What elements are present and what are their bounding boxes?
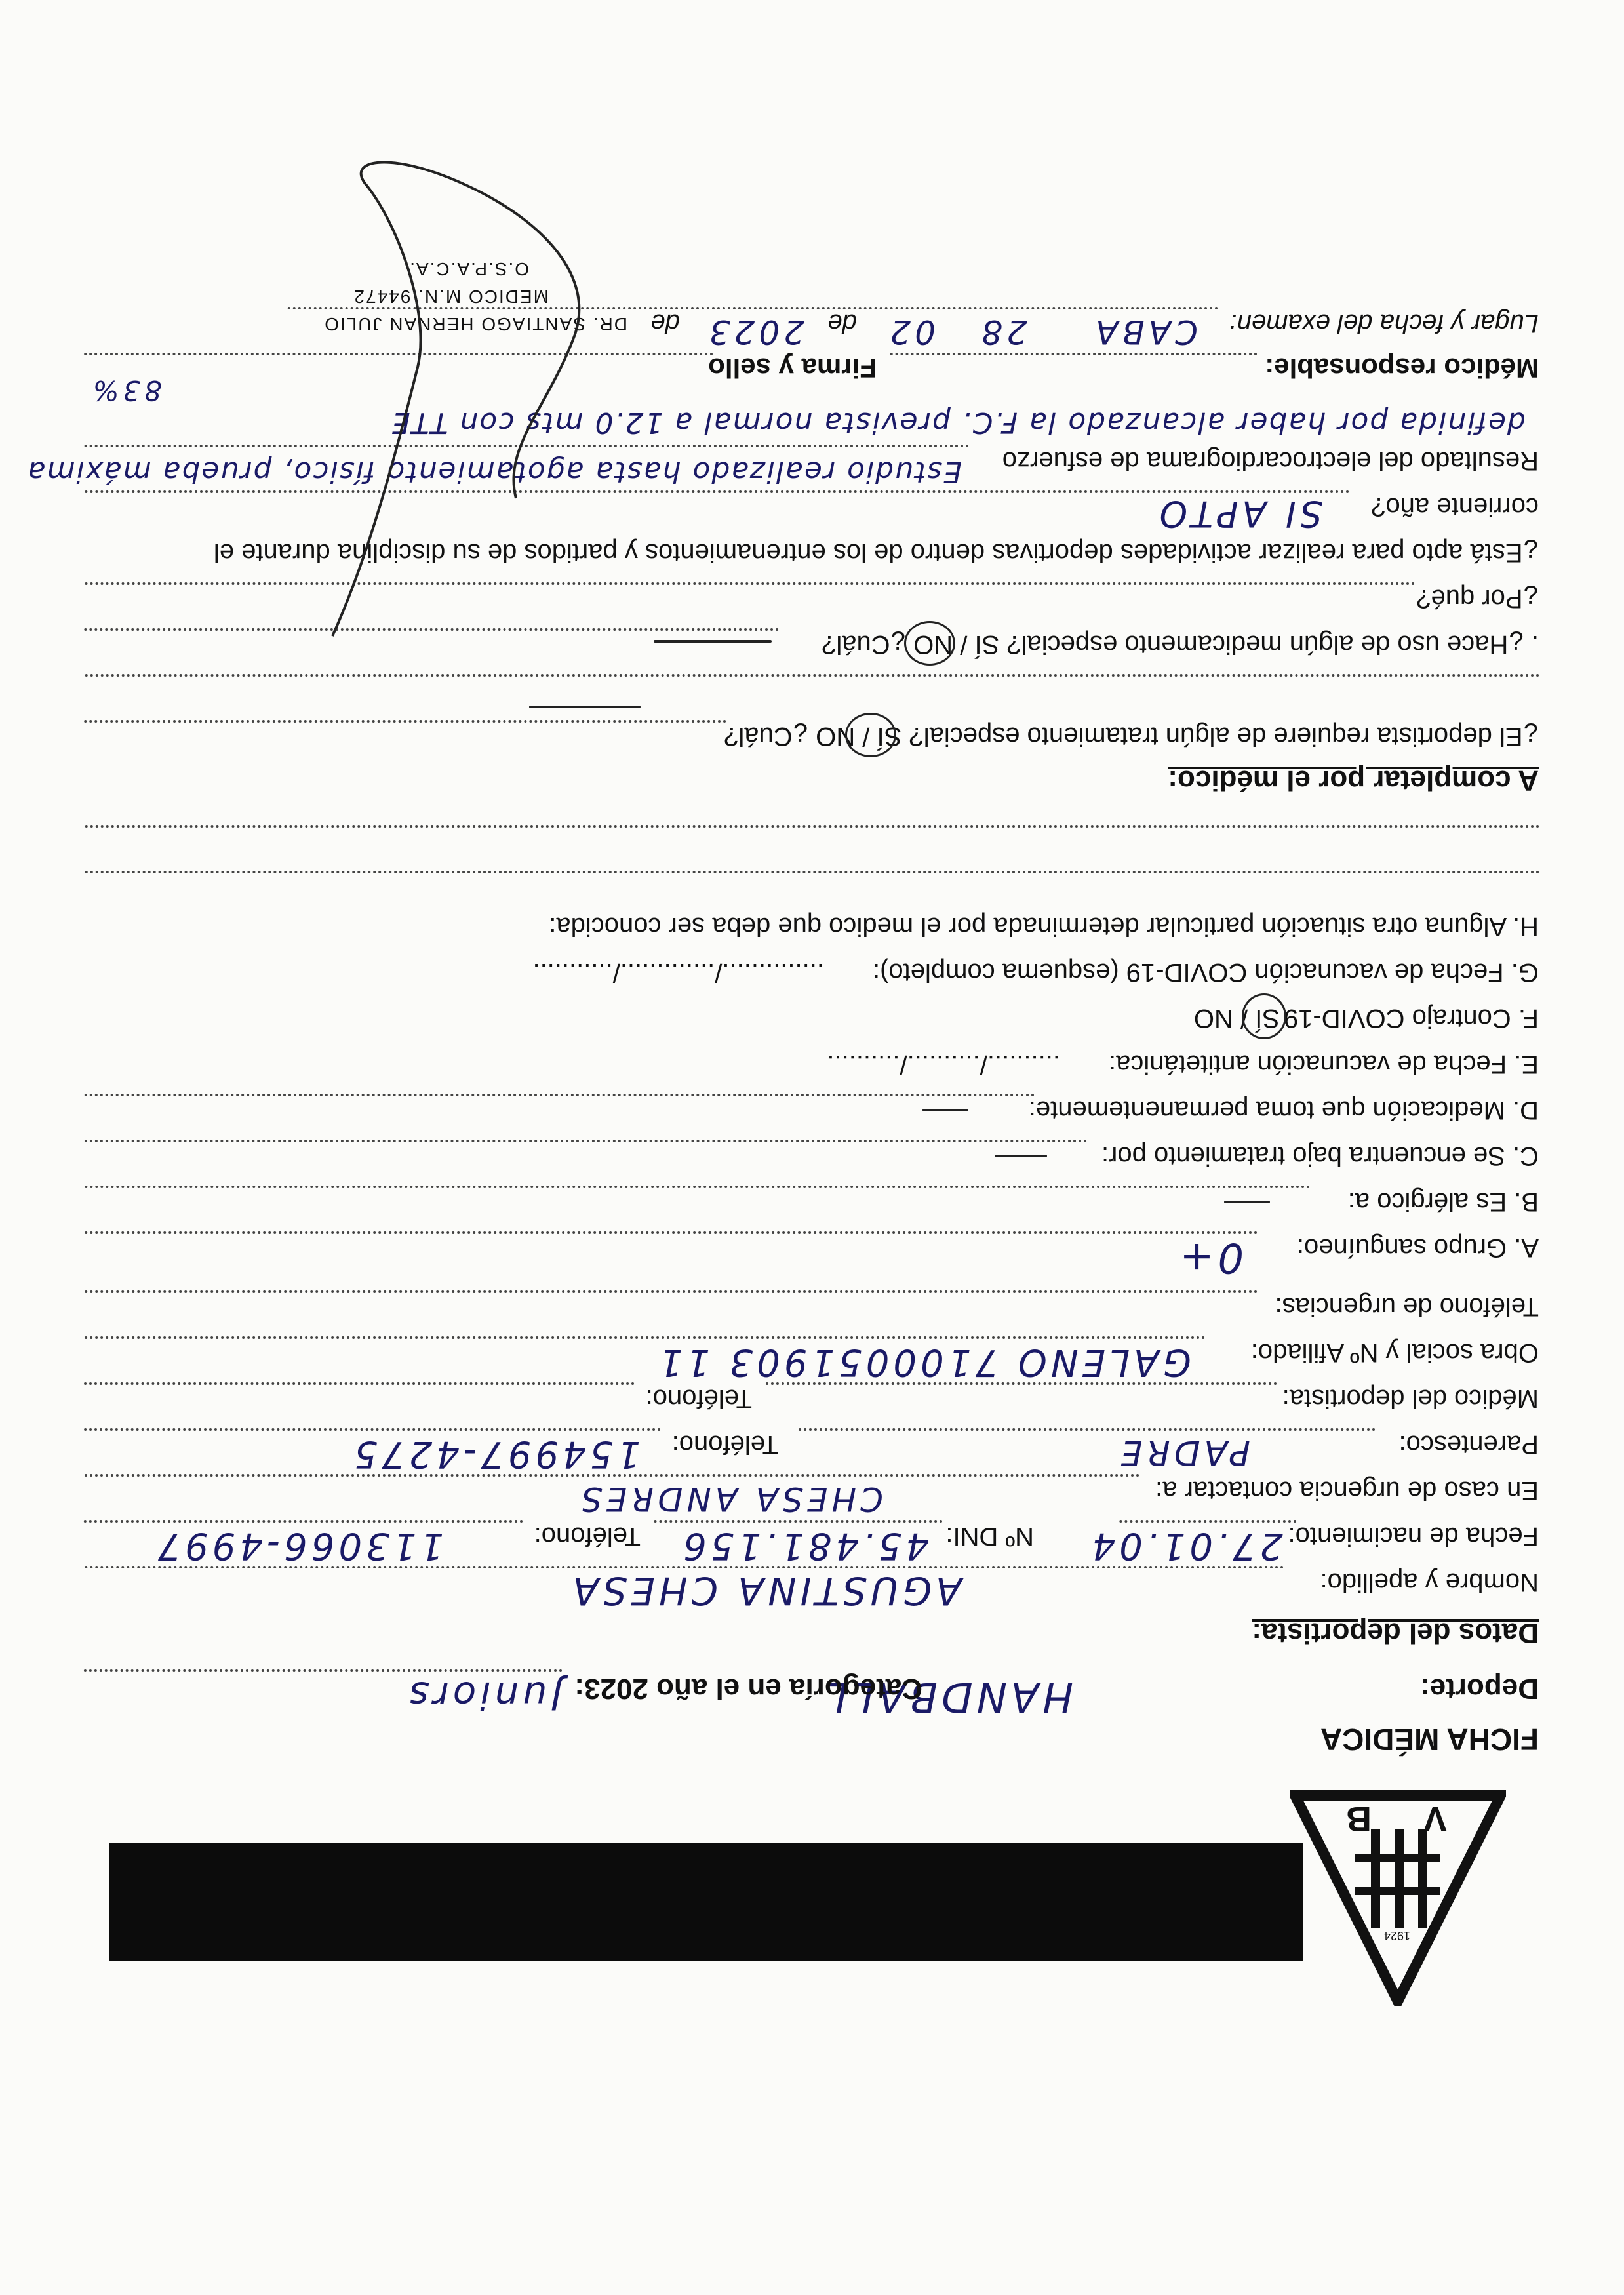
nacimiento-line bbox=[1119, 1520, 1296, 1523]
fecha-month: 02 bbox=[886, 313, 936, 351]
categoria-value: Juniors bbox=[405, 1673, 562, 1718]
telefono-line bbox=[83, 1520, 523, 1523]
tratamiento-especial-question: ¿El deportista requiere de algún tratamiento especial? SÍ / NO ¿Cuál? bbox=[724, 722, 1539, 751]
tratamiento-line bbox=[83, 1140, 1086, 1142]
otra-situacion-line-2 bbox=[83, 825, 1539, 828]
de-label-1: de bbox=[827, 309, 857, 338]
grupo-sanguineo-line bbox=[83, 1231, 1257, 1234]
covid-vacuna-label: G. Fecha de vacunación COVID-19 (esquema completo): bbox=[872, 958, 1539, 987]
apto-value: SI APTO bbox=[1155, 493, 1322, 534]
deporte-label: Deporte: bbox=[1420, 1673, 1539, 1705]
otra-situacion-line-1 bbox=[83, 871, 1539, 873]
parentesco-tel-value: 154997-4275 bbox=[350, 1433, 641, 1475]
porque-label: ¿Por qué? bbox=[1416, 584, 1539, 613]
tel-urgencias-line bbox=[83, 1290, 1257, 1293]
ecg-label: Resultado del electrocardiograma de esfuerzo bbox=[1002, 447, 1539, 475]
fecha-day: 28 bbox=[978, 313, 1027, 351]
lugar-label: Lugar y fecha del examen: bbox=[1229, 309, 1539, 338]
de-label-2: de bbox=[650, 309, 680, 338]
covid-label: F. Contrajo COVID-19 bbox=[1283, 1004, 1539, 1033]
lugar-value: CABA bbox=[1092, 313, 1198, 351]
medicacion-dash bbox=[922, 1109, 968, 1111]
nacimiento-label: Fecha de nacimiento: bbox=[1288, 1522, 1539, 1551]
deporte-value: HANDBALL bbox=[820, 1673, 1073, 1721]
ecg-value-line-3: 83% bbox=[89, 374, 162, 407]
parentesco-value: PADRE bbox=[1117, 1433, 1250, 1472]
q1-line bbox=[83, 720, 726, 723]
antitetanica-blank: ........../........../.......... bbox=[827, 1050, 1060, 1079]
fecha-year: 2023 bbox=[705, 313, 804, 351]
antitetanica-label: E. Fecha de vacunación antitetánica: bbox=[1109, 1050, 1539, 1079]
parentesco-tel-line bbox=[83, 1428, 660, 1431]
tel-urgencias-label: Teléfono de urgencias: bbox=[1275, 1292, 1539, 1321]
otra-situacion-label: H. Alguna otra situación particular determinada por el medico que deba ser conocida: bbox=[549, 912, 1539, 941]
dni-line bbox=[654, 1520, 942, 1523]
tratamiento-dash bbox=[995, 1155, 1047, 1157]
covid-answer-circle bbox=[1242, 993, 1286, 1039]
header-band bbox=[109, 1843, 1303, 1961]
urgencia-label: En caso de urgencia contactar a: bbox=[1155, 1476, 1539, 1505]
alergico-label: B. Es alérgico a: bbox=[1347, 1187, 1539, 1216]
grupo-sanguineo-label: A. Grupo sanguíneo: bbox=[1296, 1233, 1539, 1262]
covid-options: SÍ / NO bbox=[1193, 1004, 1280, 1033]
q1-line-2 bbox=[83, 674, 1539, 677]
athlete-section-title: Datos del deportista: bbox=[1252, 1617, 1539, 1649]
stamp-line-2: MEDICO M.N. 94472 bbox=[353, 287, 549, 307]
nombre-value: AGUSTINA CHESA bbox=[568, 1568, 962, 1613]
urgencia-value: CHESA ANDRES bbox=[577, 1480, 883, 1518]
nombre-label: Nombre y apellido: bbox=[1320, 1568, 1539, 1597]
responsable-line bbox=[890, 353, 1257, 355]
apto-question-line-1: ¿Está apto para realizar actividades deportivas dentro de los entrenamientos y partidos de su disciplina durante el bbox=[213, 538, 1539, 567]
stamp-line-3: O.S.P.A.C.A. bbox=[408, 259, 529, 279]
alergico-line bbox=[83, 1186, 1309, 1188]
stamp-line-1: DR. SANTIAGO HERNAN JULIO bbox=[323, 314, 627, 334]
dni-value: 45.481.156 bbox=[679, 1525, 929, 1567]
tratamiento-label: C. Se encuentra bajo tratamiento por: bbox=[1101, 1142, 1539, 1170]
form-title: FICHA MÉDICA bbox=[1320, 1723, 1539, 1757]
nacimiento-value: 27.01.04 bbox=[1088, 1525, 1283, 1567]
parentesco-line bbox=[798, 1428, 1375, 1431]
header bbox=[109, 1790, 1506, 2006]
medico-label: Médico del deportista: bbox=[1282, 1384, 1539, 1413]
medico-tel-label: Teléfono: bbox=[645, 1384, 752, 1413]
covid-vacuna-blank: ............../............./........... bbox=[532, 958, 824, 987]
dni-label: Nº DNI: bbox=[945, 1522, 1034, 1551]
categoria-label: Categoría en el año 2023: bbox=[574, 1673, 922, 1705]
logo-year: 1924 bbox=[1383, 1929, 1410, 1942]
firma-label: Firma y sello bbox=[708, 353, 877, 384]
ecg-value-line-2: definida por haber alcanzado la F.C. prevista normal a 12.0 mts con TTE bbox=[390, 406, 1526, 439]
parentesco-label: Parentesco: bbox=[1398, 1430, 1539, 1459]
alergico-dash bbox=[1224, 1201, 1270, 1203]
q2-answer-circle bbox=[904, 621, 955, 666]
q1-dash bbox=[529, 706, 641, 708]
doctor-signature bbox=[280, 144, 673, 643]
grupo-sanguineo-value: 0+ bbox=[1176, 1234, 1244, 1282]
categoria-line bbox=[83, 1669, 562, 1672]
q1-answer-circle bbox=[845, 713, 896, 757]
medicacion-label: D. Medicación que toma permanentemente: bbox=[1028, 1096, 1539, 1125]
logo-letter-v: V bbox=[1423, 1799, 1447, 1839]
ecg-value-line-1: Estudio realizado hasta agotamiento físico, prueba máxima bbox=[26, 455, 962, 489]
club-logo bbox=[1290, 1790, 1506, 2006]
medicacion-line bbox=[83, 1094, 1034, 1096]
obra-line bbox=[83, 1336, 1204, 1339]
obra-label: Obra social y Nº Afiliado: bbox=[1250, 1338, 1539, 1367]
apto-question-line-2: corriente año? bbox=[1371, 492, 1539, 521]
doctor-section-title: A completar por el médico: bbox=[1168, 765, 1539, 797]
medico-tel-line bbox=[83, 1382, 634, 1385]
medico-responsable-label: Médico responsable: bbox=[1265, 353, 1539, 384]
medicamento-especial-question: . ¿Hace uso de algún medicamento especial? SÍ / NO ¿Cuál? bbox=[822, 630, 1539, 659]
parentesco-tel-label: Teléfono: bbox=[671, 1430, 778, 1459]
obra-value: GALENO 7100051903 11 bbox=[655, 1341, 1191, 1384]
telefono-value: 113066-4997 bbox=[153, 1525, 444, 1567]
logo-letter-b: B bbox=[1346, 1799, 1372, 1839]
telefono-label: Teléfono: bbox=[534, 1522, 641, 1551]
